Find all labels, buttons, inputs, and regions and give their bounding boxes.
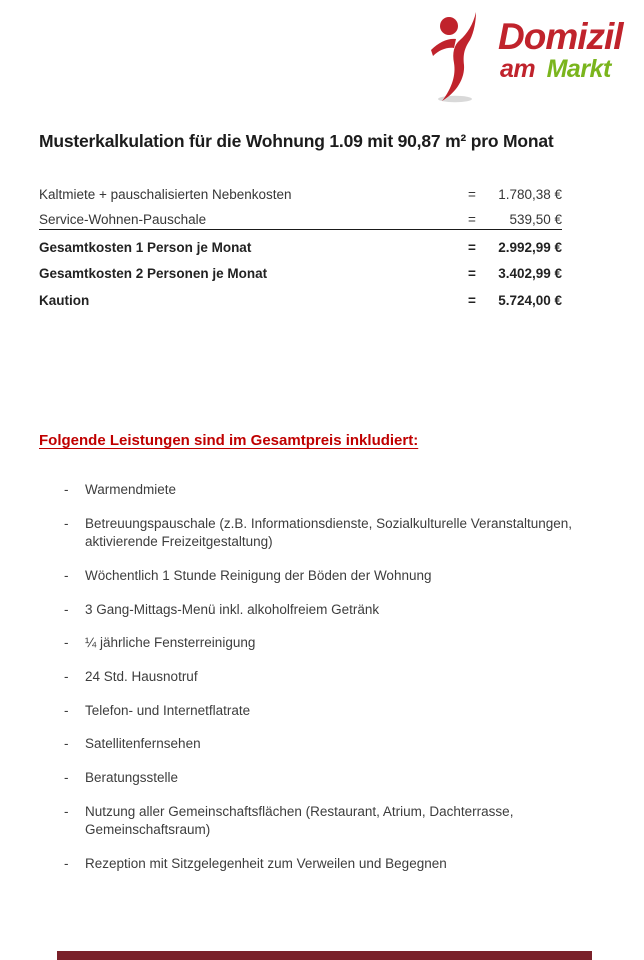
included-services-list <box>39 481 599 889</box>
dash-bullet: - <box>64 515 69 531</box>
cost-value: 2.992,99 € <box>498 239 562 255</box>
list-item-text: Wöchentlich 1 Stunde Reinigung der Böden der Wohnung <box>85 567 432 583</box>
brand-subtitle <box>500 57 623 82</box>
dancing-person-icon <box>426 12 492 104</box>
list-item <box>39 769 599 788</box>
dash-bullet: - <box>64 482 69 497</box>
dash-bullet: - <box>64 567 69 583</box>
list-item-text: 3 Gang-Mittags-Menü inkl. alkoholfreiem Getränk <box>85 601 380 617</box>
list-item-text: 24 Std. Hausnotruf <box>85 668 198 684</box>
list-item-text: Warmendmiete <box>85 482 177 497</box>
dash-bullet: - <box>64 601 69 617</box>
equals-sign: = <box>468 292 476 308</box>
brand-name: Domizil <box>498 16 623 57</box>
cost-value: 1.780,38 € <box>498 186 562 202</box>
list-item-text: Nutzung aller Gemeinschaftsflächen (Restaurant, Atrium, Dachterrasse, Gemeinschaftsraum) <box>85 803 514 838</box>
cost-value: 539,50 € <box>509 212 562 227</box>
list-item-text: Beratungsstelle <box>85 770 179 785</box>
dash-bullet: - <box>64 736 69 752</box>
cost-row-kaltmiete <box>39 177 562 204</box>
dash-bullet: - <box>64 803 69 819</box>
cost-table <box>39 177 562 310</box>
list-item-text: Satellitenfernsehen <box>85 736 201 752</box>
company-logo <box>426 10 638 106</box>
list-item <box>39 668 599 687</box>
list-item <box>39 855 599 874</box>
brand-subtitle-markt: Markt <box>546 55 611 83</box>
list-item <box>39 803 599 840</box>
cost-label: Kaution <box>39 292 90 308</box>
equals-sign: = <box>468 212 476 227</box>
list-item <box>39 634 599 653</box>
footer-bar <box>57 951 592 960</box>
brand-subtitle-am: am <box>500 55 536 83</box>
equals-sign: = <box>468 266 476 281</box>
page-title: Musterkalkulation für die Wohnung 1.09 mit 90,87 m² pro Monat <box>39 131 554 151</box>
cost-label: Service-Wohnen-Pauschale <box>39 212 207 227</box>
equals-sign: = <box>468 239 476 255</box>
cost-row-kaution <box>39 283 562 310</box>
list-item <box>39 515 599 552</box>
list-item <box>39 702 599 721</box>
cost-label: Gesamtkosten 2 Personen je Monat <box>39 266 268 281</box>
logo-wordmark <box>498 18 623 82</box>
included-services-heading: Folgende Leistungen sind im Gesamtpreis inkludiert: <box>39 432 419 449</box>
list-item <box>39 481 599 500</box>
list-item <box>39 601 599 620</box>
cost-value: 5.724,00 € <box>498 292 562 308</box>
equals-sign: = <box>468 186 476 202</box>
cost-label: Kaltmiete + pauschalisierten Nebenkosten <box>39 186 292 202</box>
dash-bullet: - <box>64 770 69 785</box>
cost-label: Gesamtkosten 1 Person je Monat <box>39 239 252 255</box>
dash-bullet: - <box>64 702 69 718</box>
list-item-text: ¼ jährliche Fensterreinigung <box>85 635 256 651</box>
list-item <box>39 567 599 586</box>
cost-row-service-pauschale <box>39 204 562 231</box>
cost-row-gesamt-1-person <box>39 230 562 257</box>
list-item <box>39 735 599 754</box>
list-item-text: Rezeption mit Sitzgelegenheit zum Verweilen und Begegnen <box>85 855 447 871</box>
dash-bullet: - <box>64 855 69 871</box>
dash-bullet: - <box>64 668 69 684</box>
list-item-text: Betreuungspauschale (z.B. Informationsdienste, Sozialkulturelle Veranstaltungen, aktivierende Freizeitgestaltung) <box>85 515 573 550</box>
cost-value: 3.402,99 € <box>498 266 562 281</box>
list-item-text: Telefon- und Internetflatrate <box>85 702 251 718</box>
cost-row-gesamt-2-personen <box>39 257 562 284</box>
dash-bullet: - <box>64 635 69 651</box>
